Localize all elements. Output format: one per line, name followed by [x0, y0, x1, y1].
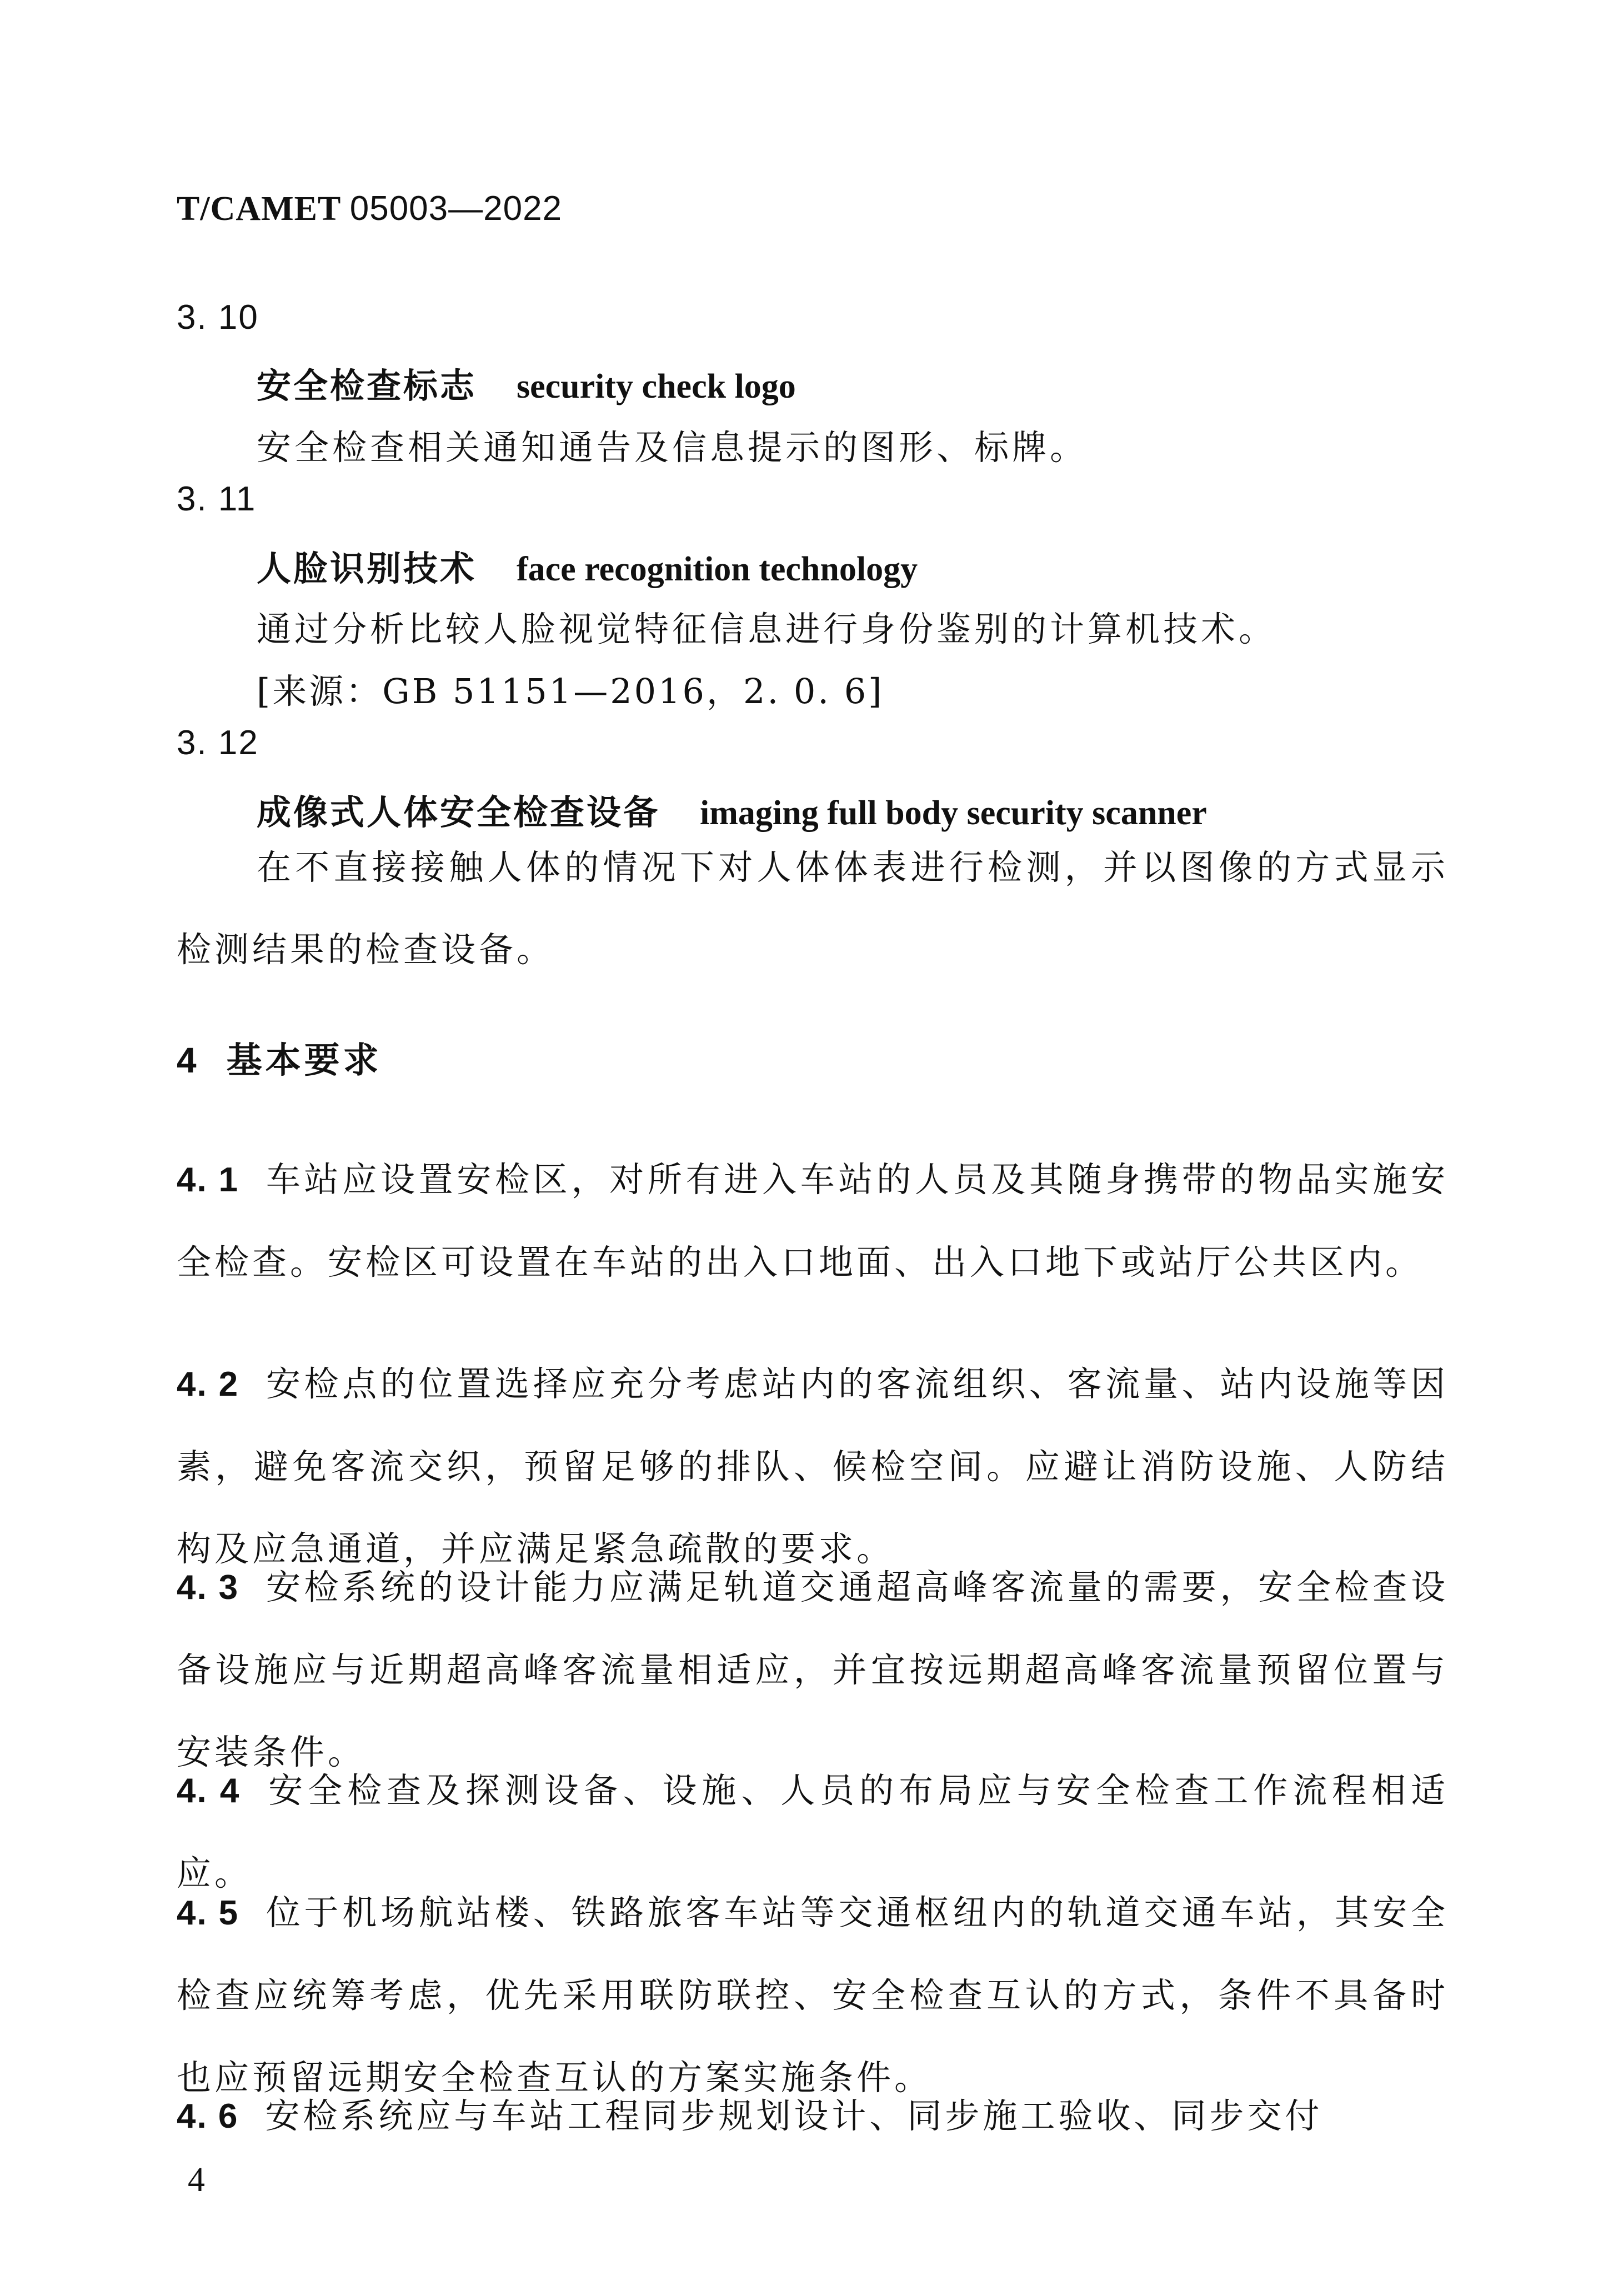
clause-number: 4. 6 — [177, 2097, 239, 2135]
term-number: 3. 12 — [177, 724, 259, 762]
term-source: [来源：GB 51151—2016，2. 0. 6] — [257, 671, 884, 711]
clause-number: 4. 4 — [177, 1772, 241, 1810]
clause-text: 安检系统应与车站工程同步规划设计、同步施工验收、同步交付 — [265, 2096, 1323, 2136]
term-zh: 成像式人体安全检查设备 — [257, 792, 660, 833]
term-number: 3. 11 — [177, 480, 257, 518]
term-zh: 安全检查标志 — [257, 365, 477, 406]
clause-text: 安检点的位置选择应充分考虑站内的客流组织、客流量、站内设施等因素，避免客流交织，预留足够的排队、候检空间。应避让消防设施、人防结构及应急通道，并应满足紧急疏散的要求。 — [177, 1363, 1449, 1569]
term-en: security check logo — [517, 368, 796, 405]
section-number: 4 — [177, 1040, 200, 1080]
term-heading — [257, 358, 796, 408]
header-number: 05003—2022 — [349, 189, 563, 228]
clause-number: 4. 2 — [177, 1365, 239, 1403]
clause-number: 4. 5 — [177, 1894, 239, 1932]
term-definition: 安全检查相关通知通告及信息提示的图形、标牌。 — [257, 427, 1088, 468]
page-number: 4 — [188, 2161, 205, 2199]
clause-text: 位于机场航站楼、铁路旅客车站等交通枢纽内的轨道交通车站，其安全检查应统筹考虑，优先采用联防联控、安全检查互认的方式，条件不具备时也应预留远期安全检查互认的方案实施条件。 — [177, 1892, 1449, 2098]
header-prefix: T/CAMET — [177, 190, 341, 228]
term-zh: 人脸识别技术 — [257, 548, 477, 589]
term-en: imaging full body security scanner — [700, 794, 1207, 832]
term-en: face recognition technology — [517, 550, 918, 588]
term-definition: 通过分析比较人脸视觉特征信息进行身份鉴别的计算机技术。 — [257, 609, 1277, 649]
standard-header — [177, 189, 562, 229]
clause-text: 安全检查及探测设备、设施、人员的布局应与安全检查工作流程相适应。 — [177, 1770, 1449, 1893]
clause-number: 4. 3 — [177, 1568, 239, 1607]
term-definition: 在不直接接触人体的情况下对人体体表进行检测，并以图像的方式显示检测结果的检查设备。 — [177, 847, 1449, 970]
clause-text: 车站应设置安检区，对所有进入车站的人员及其随身携带的物品实施安全检查。安检区可设置在车站的出入口地面、出入口地下或站厅公共区内。 — [177, 1159, 1449, 1282]
clause-paragraph — [177, 1139, 1449, 1304]
term-number: 3. 10 — [177, 298, 259, 337]
term-heading — [257, 541, 918, 590]
clause-text: 安检系统的设计能力应满足轨道交通超高峰客流量的需要，安全检查设备设施应与近期超高峰客流量相适应，并宜按远期超高峰客流量预留位置与安装条件。 — [177, 1567, 1449, 1772]
clause-number: 4. 1 — [177, 1161, 239, 1199]
section-title: 基本要求 — [226, 1040, 382, 1081]
clause-paragraph — [177, 2075, 1449, 2158]
section-heading — [177, 1032, 382, 1083]
